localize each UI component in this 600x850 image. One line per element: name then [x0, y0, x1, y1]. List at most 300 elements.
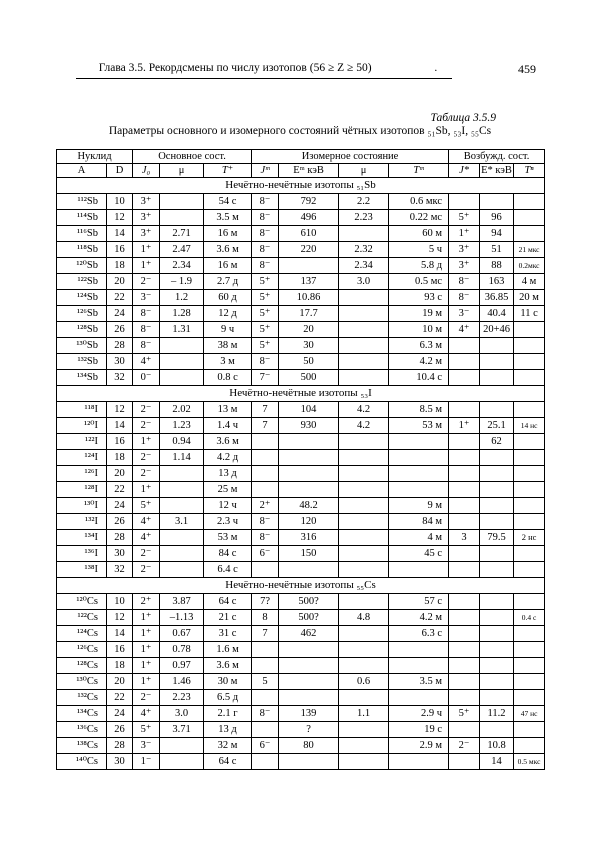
cell-tn: 4 м: [514, 274, 545, 290]
cell-jm: [252, 722, 279, 738]
cell-j0: 8⁻: [133, 306, 160, 322]
cell-tn: [514, 338, 545, 354]
cell-jm: 8⁻: [252, 354, 279, 370]
page-number: 459: [518, 62, 536, 76]
cell-t-plus: 3.5 м: [204, 210, 252, 226]
cell-j-star: [449, 754, 480, 770]
table-row: [57, 658, 545, 674]
cell-em: [279, 658, 339, 674]
cell-j-star: [449, 498, 480, 514]
cell-tm: 4.2 м: [389, 610, 449, 626]
section-header-row: [57, 386, 545, 402]
cell-jm: [252, 690, 279, 706]
cell-j-star: [449, 594, 480, 610]
cell-j-star: [449, 642, 480, 658]
table-row: [57, 594, 545, 610]
cell-a: ¹²⁸Sb: [57, 322, 107, 338]
cell-e-star: 36.85: [480, 290, 514, 306]
cell-jm: [252, 754, 279, 770]
table-row: [57, 642, 545, 658]
cell-d: 16: [107, 434, 133, 450]
cell-tn: [514, 514, 545, 530]
column-header-e-star: E* кэВ: [481, 164, 512, 176]
cell-mu-isomer: [339, 754, 389, 770]
cell-tm: 93 с: [389, 290, 449, 306]
group-header-nuclide: Нуклид: [57, 150, 133, 164]
cell-mu-isomer: [339, 226, 389, 242]
cell-d: 30: [107, 754, 133, 770]
cell-em: [279, 466, 339, 482]
cell-e-star: [480, 594, 514, 610]
cell-tm: [389, 562, 449, 578]
cell-a: ¹²⁰I: [57, 418, 107, 434]
cell-t-plus: 13 д: [204, 722, 252, 738]
cell-j-star: [449, 690, 480, 706]
cell-j-star: [449, 402, 480, 418]
cell-j-star: [449, 674, 480, 690]
table-row: [57, 690, 545, 706]
table-row: [57, 226, 545, 242]
cell-tn: [514, 722, 545, 738]
cell-d: 22: [107, 290, 133, 306]
cell-em: ?: [279, 722, 339, 738]
table-row: [57, 530, 545, 546]
cell-j0: 8⁻: [133, 338, 160, 354]
cell-j0: 2⁺: [133, 594, 160, 610]
cell-a: ¹¹⁸I: [57, 402, 107, 418]
cell-d: 12: [107, 210, 133, 226]
table-row: [57, 242, 545, 258]
cell-j0: 2⁻: [133, 690, 160, 706]
cell-j-star: [449, 514, 480, 530]
cell-mu: 1.14: [160, 450, 204, 466]
cell-mu: 1.46: [160, 674, 204, 690]
cell-jm: 5⁺: [252, 338, 279, 354]
table-row: [57, 706, 545, 722]
cell-t-plus: 3 м: [204, 354, 252, 370]
cell-t-plus: 4.2 д: [204, 450, 252, 466]
cell-e-star: 10.8: [480, 738, 514, 754]
cell-mu-isomer: 3.0: [339, 274, 389, 290]
running-head: [82, 62, 454, 74]
cell-tn: 20 м: [514, 290, 545, 306]
cell-j-star: 3⁺: [449, 258, 480, 274]
cell-j0: 1⁺: [133, 642, 160, 658]
cell-t-plus: 16 м: [204, 258, 252, 274]
cell-t-plus: 64 с: [204, 594, 252, 610]
cell-d: 28: [107, 530, 133, 546]
cell-e-star: [480, 610, 514, 626]
cell-tn: [514, 434, 545, 450]
cell-e-star: 62: [480, 434, 514, 450]
cell-mu-isomer: [339, 690, 389, 706]
table-row: [57, 370, 545, 386]
cell-d: 26: [107, 514, 133, 530]
cell-em: 20: [279, 322, 339, 338]
cell-j-star: 5⁺: [449, 706, 480, 722]
cell-t-plus: 12 д: [204, 306, 252, 322]
cell-mu-isomer: [339, 498, 389, 514]
cell-j-star: 1⁺: [449, 226, 480, 242]
cell-j-star: [449, 722, 480, 738]
cell-d: 24: [107, 706, 133, 722]
cell-j-star: [449, 658, 480, 674]
cell-mu-isomer: [339, 530, 389, 546]
cell-d: 32: [107, 370, 133, 386]
cell-tm: 0.6 мкс: [389, 194, 449, 210]
cell-tn: [514, 498, 545, 514]
cell-j0: 1⁺: [133, 258, 160, 274]
cell-mu-isomer: [339, 466, 389, 482]
cell-mu: –1.13: [160, 610, 204, 626]
cell-mu-isomer: [339, 482, 389, 498]
cell-em: 462: [279, 626, 339, 642]
cell-jm: [252, 562, 279, 578]
cell-mu-isomer: [339, 322, 389, 338]
cell-tn: [514, 658, 545, 674]
cell-tn: [514, 690, 545, 706]
table-row: [57, 434, 545, 450]
cell-tm: 10.4 с: [389, 370, 449, 386]
cell-mu-isomer: [339, 594, 389, 610]
cell-tm: 0.22 мс: [389, 210, 449, 226]
cell-j0: 5⁺: [133, 722, 160, 738]
cell-tm: 0.5 мс: [389, 274, 449, 290]
cell-e-star: [480, 354, 514, 370]
cell-mu-isomer: 4.8: [339, 610, 389, 626]
cell-a: ¹³⁸Cs: [57, 738, 107, 754]
cell-j-star: 1⁺: [449, 418, 480, 434]
cell-e-star: 163: [480, 274, 514, 290]
cell-j0: 1⁺: [133, 626, 160, 642]
running-head-text: Глава 3.5. Рекордсмены по числу изотопов (56 ≥ Z ≥ 50): [98, 62, 372, 74]
cell-tn: [514, 562, 545, 578]
cell-jm: [252, 482, 279, 498]
cell-j-star: [449, 626, 480, 642]
cell-t-plus: 6.5 д: [204, 690, 252, 706]
column-header-t-plus: T⁺: [204, 164, 252, 178]
cell-tm: [389, 466, 449, 482]
cell-mu: 1.2: [160, 290, 204, 306]
cell-d: 10: [107, 194, 133, 210]
cell-j-star: 5⁺: [449, 210, 480, 226]
cell-jm: 7⁻: [252, 370, 279, 386]
cell-tm: 9 м: [389, 498, 449, 514]
table-row: [57, 306, 545, 322]
cell-e-star: [480, 722, 514, 738]
cell-mu-isomer: 2.34: [339, 258, 389, 274]
cell-tm: 53 м: [389, 418, 449, 434]
cell-em: 500: [279, 370, 339, 386]
cell-t-plus: 6.4 с: [204, 562, 252, 578]
cell-j-star: [449, 434, 480, 450]
cell-e-star: [480, 658, 514, 674]
cell-j0: 2⁻: [133, 450, 160, 466]
cell-jm: 5: [252, 674, 279, 690]
table-row: [57, 290, 545, 306]
cell-t-plus: 3.6 м: [204, 658, 252, 674]
cell-a: ¹²⁶I: [57, 466, 107, 482]
cell-t-plus: 1.4 ч: [204, 418, 252, 434]
table-label: Таблица 3.5.9: [430, 112, 496, 124]
cell-tn: [514, 466, 545, 482]
cell-t-plus: 31 с: [204, 626, 252, 642]
cell-a: ¹¹⁴Sb: [57, 210, 107, 226]
cell-a: ¹²²Sb: [57, 274, 107, 290]
cell-a: ¹³⁴I: [57, 530, 107, 546]
cell-d: 30: [107, 546, 133, 562]
table-row: [57, 722, 545, 738]
cell-jm: 8⁻: [252, 242, 279, 258]
cell-tm: 5.8 д: [389, 258, 449, 274]
cell-tm: 10 м: [389, 322, 449, 338]
cell-a: ¹¹⁶Sb: [57, 226, 107, 242]
cell-tm: [389, 754, 449, 770]
column-header-tn: Tⁿ: [514, 164, 545, 178]
cell-tm: [389, 690, 449, 706]
cell-jm: 5⁺: [252, 306, 279, 322]
table-row: [57, 466, 545, 482]
cell-a: ¹³⁸I: [57, 562, 107, 578]
cell-mu: 1.28: [160, 306, 204, 322]
cell-mu: 3.1: [160, 514, 204, 530]
cell-j0: 3⁺: [133, 210, 160, 226]
cell-tm: 45 с: [389, 546, 449, 562]
cell-jm: 7?: [252, 594, 279, 610]
cell-mu: 0.97: [160, 658, 204, 674]
cell-j0: 1⁺: [133, 242, 160, 258]
cell-em: [279, 690, 339, 706]
cell-d: 24: [107, 498, 133, 514]
cell-mu: 2.71: [160, 226, 204, 242]
cell-d: 16: [107, 642, 133, 658]
table-row: [57, 418, 545, 434]
cell-em: 139: [279, 706, 339, 722]
cell-t-plus: 21 с: [204, 610, 252, 626]
cell-a: ¹²⁶Sb: [57, 306, 107, 322]
cell-t-plus: 3.6 м: [204, 434, 252, 450]
cell-j-star: 2⁻: [449, 738, 480, 754]
cell-j-star: 4⁺: [449, 322, 480, 338]
cell-j0: 2⁻: [133, 466, 160, 482]
cell-tn: [514, 354, 545, 370]
cell-e-star: [480, 562, 514, 578]
cell-a: ¹³⁶Cs: [57, 722, 107, 738]
cell-jm: 8⁻: [252, 226, 279, 242]
cell-j0: 1⁺: [133, 434, 160, 450]
cell-jm: 7: [252, 626, 279, 642]
cell-jm: 6⁻: [252, 546, 279, 562]
cell-j0: 3⁻: [133, 290, 160, 306]
table-row: [57, 546, 545, 562]
group-header-row: [57, 150, 545, 164]
cell-mu-isomer: 0.6: [339, 674, 389, 690]
cell-jm: [252, 642, 279, 658]
cell-mu: [160, 562, 204, 578]
cell-mu-isomer: [339, 338, 389, 354]
cell-t-plus: 54 с: [204, 194, 252, 210]
cell-a: ¹²⁰Cs: [57, 594, 107, 610]
cell-e-star: [480, 194, 514, 210]
cell-tn: [514, 738, 545, 754]
cell-tm: 57 с: [389, 594, 449, 610]
table-row: [57, 626, 545, 642]
section-title: Нечётно-нечётные изотопы ₅₁Sb: [57, 178, 545, 194]
cell-tm: 2.9 м: [389, 738, 449, 754]
cell-jm: 8⁻: [252, 514, 279, 530]
cell-mu-isomer: [339, 546, 389, 562]
cell-em: [279, 642, 339, 658]
cell-tm: 4.2 м: [389, 354, 449, 370]
cell-a: ¹³²Sb: [57, 354, 107, 370]
cell-d: 20: [107, 674, 133, 690]
cell-em: 930: [279, 418, 339, 434]
cell-tn: [514, 402, 545, 418]
cell-tn: 14 нс: [514, 418, 545, 434]
running-head-rule: [76, 78, 452, 79]
cell-jm: 7: [252, 402, 279, 418]
cell-e-star: [480, 338, 514, 354]
cell-d: 22: [107, 690, 133, 706]
cell-mu: – 1.9: [160, 274, 204, 290]
cell-d: 32: [107, 562, 133, 578]
cell-j-star: 8⁻: [449, 274, 480, 290]
cell-d: 18: [107, 658, 133, 674]
cell-tn: 11 с: [514, 306, 545, 322]
cell-t-plus: 13 д: [204, 466, 252, 482]
cell-a: ¹³⁴Sb: [57, 370, 107, 386]
section-header-row: [57, 578, 545, 594]
cell-mu-isomer: [339, 450, 389, 466]
cell-e-star: 79.5: [480, 530, 514, 546]
cell-a: ¹²⁰Sb: [57, 258, 107, 274]
cell-tm: 2.9 ч: [389, 706, 449, 722]
cell-tm: 84 м: [389, 514, 449, 530]
cell-d: 16: [107, 242, 133, 258]
column-header-a: A: [57, 164, 107, 178]
cell-j0: 5⁺: [133, 498, 160, 514]
cell-tm: 19 м: [389, 306, 449, 322]
cell-j0: 3⁺: [133, 194, 160, 210]
cell-mu-isomer: 4.2: [339, 402, 389, 418]
cell-t-plus: 9 ч: [204, 322, 252, 338]
cell-j-star: [449, 562, 480, 578]
cell-tm: 6.3 с: [389, 626, 449, 642]
cell-d: 24: [107, 306, 133, 322]
cell-mu: [160, 194, 204, 210]
cell-e-star: [480, 466, 514, 482]
cell-e-star: [480, 450, 514, 466]
cell-j0: 1⁺: [133, 674, 160, 690]
cell-mu-isomer: 2.32: [339, 242, 389, 258]
cell-j-star: [449, 370, 480, 386]
cell-d: 28: [107, 338, 133, 354]
cell-a: ¹³⁰Sb: [57, 338, 107, 354]
cell-em: [279, 258, 339, 274]
cell-j0: 0⁻: [133, 370, 160, 386]
cell-t-plus: 25 м: [204, 482, 252, 498]
cell-d: 28: [107, 738, 133, 754]
cell-tm: [389, 642, 449, 658]
group-header-isomeric-state: Изомерное состояние: [252, 150, 449, 164]
cell-tn: [514, 594, 545, 610]
cell-jm: [252, 434, 279, 450]
cell-tn: 0.5 мкс: [514, 754, 545, 770]
cell-em: 10.86: [279, 290, 339, 306]
cell-e-star: 51: [480, 242, 514, 258]
cell-d: 12: [107, 402, 133, 418]
cell-tn: [514, 226, 545, 242]
column-header-tm: Tᵐ: [389, 164, 449, 178]
cell-j-star: [449, 338, 480, 354]
isotope-table-container: [56, 149, 544, 770]
cell-tn: [514, 210, 545, 226]
cell-tm: [389, 482, 449, 498]
cell-j0: 1⁻: [133, 754, 160, 770]
cell-mu-isomer: [339, 306, 389, 322]
cell-em: 48.2: [279, 498, 339, 514]
cell-a: ¹⁴⁰Cs: [57, 754, 107, 770]
cell-e-star: 11.2: [480, 706, 514, 722]
cell-tm: 3.5 м: [389, 674, 449, 690]
table-row: [57, 322, 545, 338]
column-header-mu: μ: [160, 164, 204, 178]
cell-mu: 1.23: [160, 418, 204, 434]
cell-jm: 8: [252, 610, 279, 626]
cell-tm: [389, 658, 449, 674]
cell-d: 10: [107, 594, 133, 610]
cell-e-star: 25.1: [480, 418, 514, 434]
cell-d: 18: [107, 450, 133, 466]
cell-tn: 2 нс: [514, 530, 545, 546]
table-row: [57, 354, 545, 370]
cell-jm: 8⁻: [252, 530, 279, 546]
cell-e-star: [480, 498, 514, 514]
cell-mu-isomer: [339, 434, 389, 450]
cell-t-plus: 84 с: [204, 546, 252, 562]
cell-em: 220: [279, 242, 339, 258]
table-row: [57, 514, 545, 530]
cell-e-star: [480, 402, 514, 418]
cell-a: ¹²⁴Sb: [57, 290, 107, 306]
cell-j0: 1⁺: [133, 482, 160, 498]
cell-tn: [514, 370, 545, 386]
cell-mu: 0.67: [160, 626, 204, 642]
cell-e-star: 14: [480, 754, 514, 770]
cell-mu: [160, 338, 204, 354]
cell-jm: [252, 658, 279, 674]
cell-e-star: 94: [480, 226, 514, 242]
cell-t-plus: 2.1 г: [204, 706, 252, 722]
cell-em: 500?: [279, 594, 339, 610]
cell-mu: 1.31: [160, 322, 204, 338]
cell-t-plus: 60 д: [204, 290, 252, 306]
cell-tn: [514, 626, 545, 642]
table-row: [57, 274, 545, 290]
section-title: Нечётно-нечётные изотопы ₅₃I: [57, 386, 545, 402]
cell-jm: 8⁻: [252, 258, 279, 274]
cell-tn: [514, 674, 545, 690]
cell-j0: 3⁻: [133, 738, 160, 754]
cell-mu-isomer: 4.2: [339, 418, 389, 434]
cell-tn: 0.2мкс: [514, 258, 545, 274]
cell-d: 14: [107, 226, 133, 242]
cell-j-star: [449, 482, 480, 498]
cell-j-star: 3⁺: [449, 242, 480, 258]
cell-tm: 8.5 м: [389, 402, 449, 418]
cell-d: 14: [107, 626, 133, 642]
cell-tn: 47 нс: [514, 706, 545, 722]
